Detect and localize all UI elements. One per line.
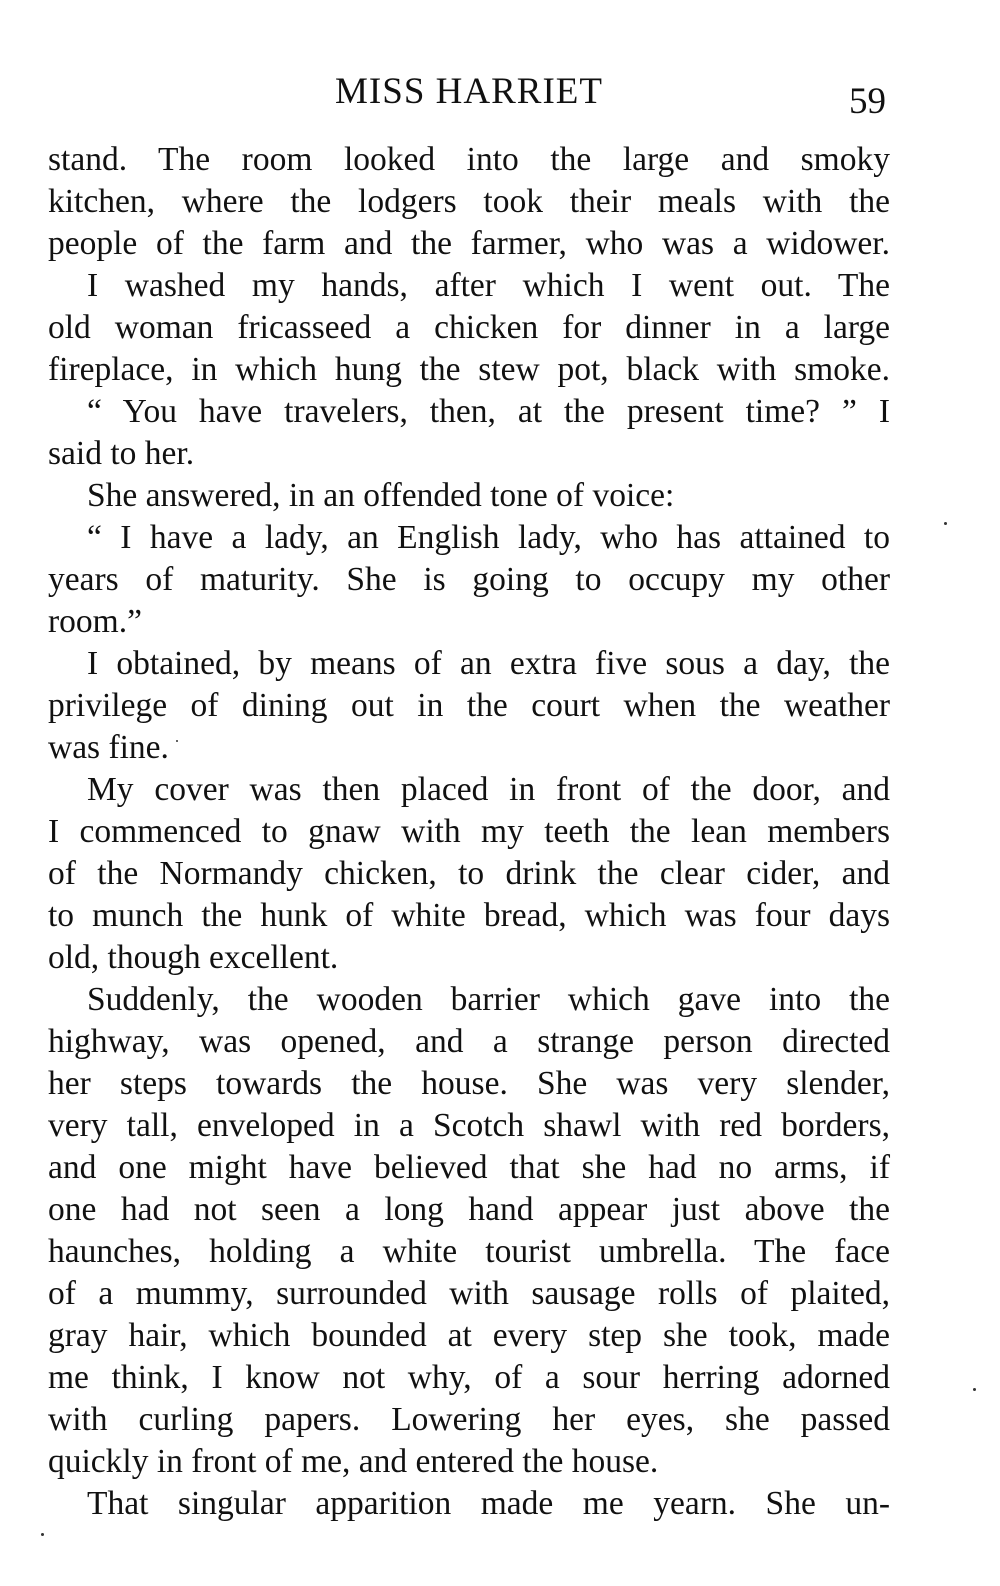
- text-line: room.”: [48, 603, 142, 640]
- scan-speck: [176, 740, 178, 742]
- text-line: She answered, in an offended tone of voice:: [87, 477, 675, 514]
- text-line: old, though excellent.: [48, 939, 339, 976]
- text-line: gray hair, which bounded at every step she took, made: [48, 1317, 890, 1354]
- text-line: Suddenly, the wooden barrier which gave into the: [87, 981, 890, 1018]
- scan-speck: [41, 1533, 44, 1536]
- text-line: I obtained, by means of an extra five sous a day, the: [87, 645, 890, 682]
- scan-speck: [973, 1388, 976, 1391]
- text-line: to munch the hunk of white bread, which was four days: [48, 897, 890, 934]
- text-line: very tall, enveloped in a Scotch shawl with red borders,: [48, 1107, 890, 1144]
- text-line: said to her.: [48, 435, 195, 472]
- text-line: her steps towards the house. She was very slender,: [48, 1065, 890, 1102]
- page-number: 59: [849, 81, 886, 122]
- text-line: people of the farm and the farmer, who was a widower.: [48, 225, 890, 262]
- text-line: was fine.: [48, 729, 169, 766]
- text-line: years of maturity. She is going to occupy my other: [48, 561, 890, 598]
- scan-speck: [944, 522, 947, 525]
- text-line: That singular apparition made me yearn. She un-: [87, 1485, 890, 1522]
- running-title: MISS HARRIET: [335, 71, 603, 112]
- text-line: haunches, holding a white tourist umbrella. The face: [48, 1233, 890, 1270]
- text-line: “ I have a lady, an English lady, who has attained to: [87, 519, 890, 556]
- text-line: quickly in front of me, and entered the house.: [48, 1443, 659, 1480]
- text-line: privilege of dining out in the court when the weather: [48, 687, 890, 724]
- text-line: I washed my hands, after which I went out. The: [87, 267, 890, 304]
- text-line: highway, was opened, and a strange person directed: [48, 1023, 890, 1060]
- text-line: one had not seen a long hand appear just above the: [48, 1191, 890, 1228]
- page-header: [48, 66, 890, 122]
- text-line: with curling papers. Lowering her eyes, she passed: [48, 1401, 890, 1438]
- text-line: “ You have travelers, then, at the present time? ” I: [87, 393, 890, 430]
- text-line: and one might have believed that she had no arms, if: [48, 1149, 890, 1186]
- text-line: stand. The room looked into the large and smoky: [48, 141, 890, 178]
- text-line: of the Normandy chicken, to drink the clear cider, and: [48, 855, 890, 892]
- text-line: of a mummy, surrounded with sausage rolls of plaited,: [48, 1275, 890, 1312]
- text-line: old woman fricasseed a chicken for dinner in a large: [48, 309, 890, 346]
- text-line: kitchen, where the lodgers took their meals with the: [48, 183, 890, 220]
- text-line: I commenced to gnaw with my teeth the lean members: [48, 813, 890, 850]
- text-line: me think, I know not why, of a sour herring adorned: [48, 1359, 890, 1396]
- text-line: My cover was then placed in front of the door, and: [87, 771, 890, 808]
- text-line: fireplace, in which hung the stew pot, black with smoke.: [48, 351, 890, 388]
- body-text: [48, 139, 890, 1525]
